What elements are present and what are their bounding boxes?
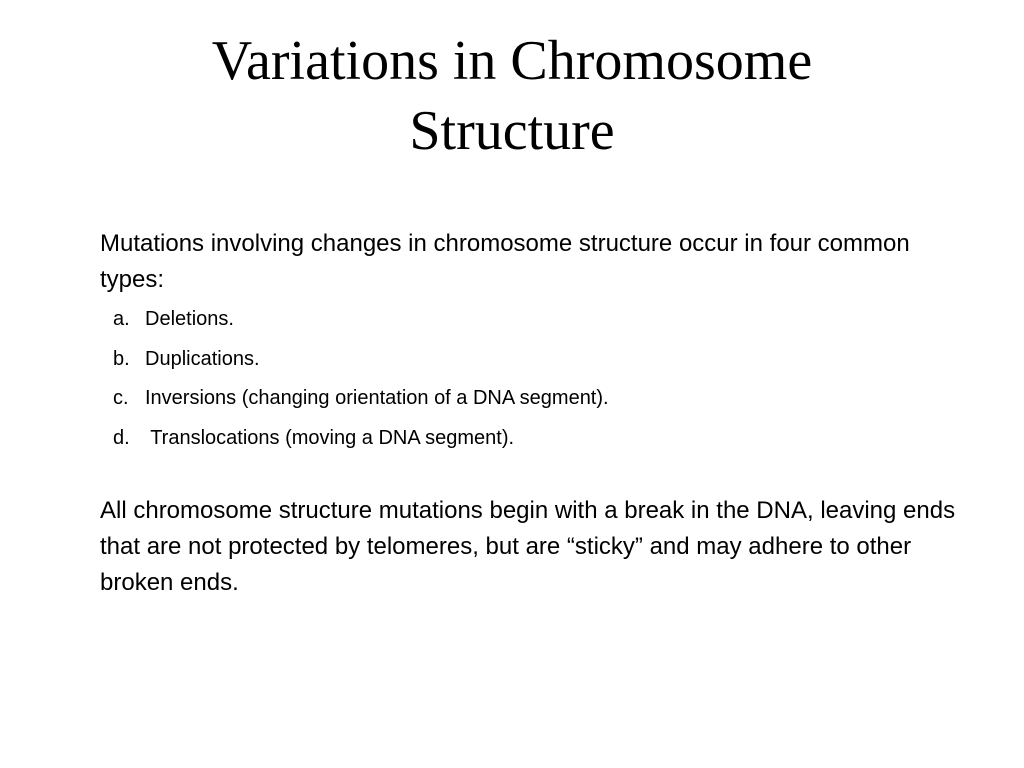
intro-paragraph: Mutations involving changes in chromosome structure occur in four common types: (100, 230, 910, 293)
mutation-types-list (100, 300, 960, 458)
list-marker: d. (113, 426, 130, 449)
list-item-duplications (100, 340, 960, 380)
list-item-text: Inversions (changing orientation of a DNA segment). (145, 387, 609, 409)
slide-title (80, 26, 944, 166)
list-item-deletions (100, 300, 960, 340)
slide-title-line-2: Structure (409, 100, 615, 162)
list-item-text: Deletions. (145, 308, 234, 330)
list-marker: b. (113, 347, 130, 370)
list-item-translocations (100, 419, 960, 459)
list-item-text: Translocations (moving a DNA segment). (145, 426, 515, 449)
conclusion-paragraph: All chromosome structure mutations begin with a break in the DNA, leaving ends that are not protected by telomeres, but are “sticky” and may adhere to other broken ends. (100, 497, 956, 596)
list-item-inversions (100, 379, 960, 419)
slide-title-line-1: Variations in Chromosome (211, 30, 813, 92)
list-marker: a. (113, 308, 130, 330)
slide-body (100, 226, 960, 601)
list-item-text: Duplications. (145, 347, 260, 370)
list-marker: c. (113, 387, 129, 409)
